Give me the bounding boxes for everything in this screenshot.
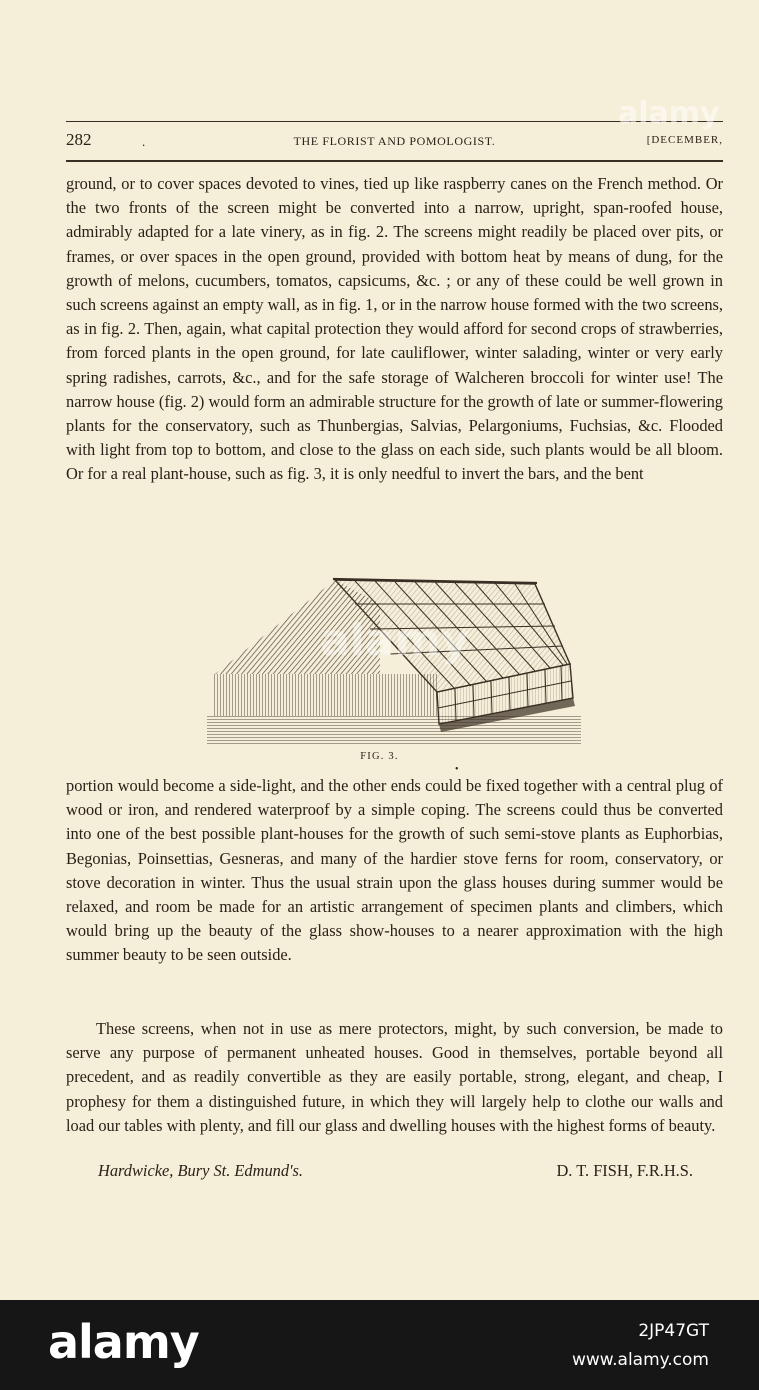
page-number: 282 — [66, 130, 92, 149]
body-paragraph-2: portion would become a side-light, and the other ends could be fixed together with a central plug of wood or iron, and rendered waterproof by a simple coping. The screens could thus be converted into one of the best possible plant-houses for the growth of such semi-stove plants as Euphorbias, Begonias, Poinsettias, Gesneras, and many of the hardier stove ferns for room, conservatory, or stove decoration in winter. Thus the usual strain upon the glass houses during summer would be relaxed, and room be made for an artistic arrangement of specimen plants and climbers, which would bring up the beauty of the glass show-houses to a nearer approximation with the high summer beauty to be seen outside. — [66, 776, 723, 965]
stock-footer-bar — [0, 1300, 759, 1390]
header-month: [DECEMBER, — [646, 134, 723, 146]
image-id: 2JP47GT — [638, 1321, 709, 1341]
figure-mark: • — [455, 764, 459, 775]
body-paragraph-1: ground, or to cover spaces devoted to vines, tied up like raspberry canes on the French method. Or the two fronts of the screen might be converted into a narrow, upright, span-roofed house, admirably adapted for a late vinery, as in fig. 2. The screens might readily be placed over pits, or frames, or over spaces in the open ground, provided with bottom heat by means of dung, for the growth of melons, cucumbers, tomatos, capsicums, &c. ; or any of these could be well grown in such screens against an empty wall, as in fig. 1, or in the narrow house formed with the two screens, as in fig. 2. Then, again, what capital protection they would afford for second crops of strawberries, from forced plants in the open ground, for late cauliflower, winter salading, winter or very early spring radishes, carrots, &c., and for the safe storage of Walcheren broccoli for winter use! The narrow house (fig. 2) would form an admirable structure for the growth of late or summer-flowering plants for the conservatory, such as Thunbergias, Salvias, Pelargoniums, Fuchsias, &c. Flooded with light from top to bottom, and close to the glass on each side, such plants would be all bloom. Or for a real plant-house, such as fig. 3, it is only needful to invert the bars, and the bent — [66, 174, 723, 484]
journal-title: THE FLORIST AND POMOLOGIST. — [293, 134, 496, 148]
watermark-center: alamy — [320, 615, 469, 666]
alamy-logo: alamy — [48, 1315, 199, 1369]
site-url: www.alamy.com — [571, 1350, 709, 1370]
signature-place: Hardwicke, Bury St. Edmund's. — [98, 1161, 304, 1180]
body-paragraph-3: These screens, when not in use as mere protectors, might, by such conversion, be made to serve any purpose of permanent unheated houses. Good in themselves, portable beyond all precedent, and as readily convertible as they are easily portable, strong, elegant, and cheap, I prophesy for them a distinguished future, in which they will largely help to clothe our walls and load our tables with plenty, and fill our glass and dwelling houses with the highest forms of beauty. — [66, 1019, 723, 1135]
signature-author: D. T. FISH, F.R.H.S. — [556, 1161, 693, 1180]
running-head — [66, 131, 723, 155]
header-rule-bottom — [66, 160, 723, 162]
figure-caption: FIG. 3. — [360, 751, 399, 762]
watermark-top: alamy — [618, 96, 720, 131]
signature-line — [66, 1161, 723, 1187]
header-mark: . — [142, 134, 146, 149]
